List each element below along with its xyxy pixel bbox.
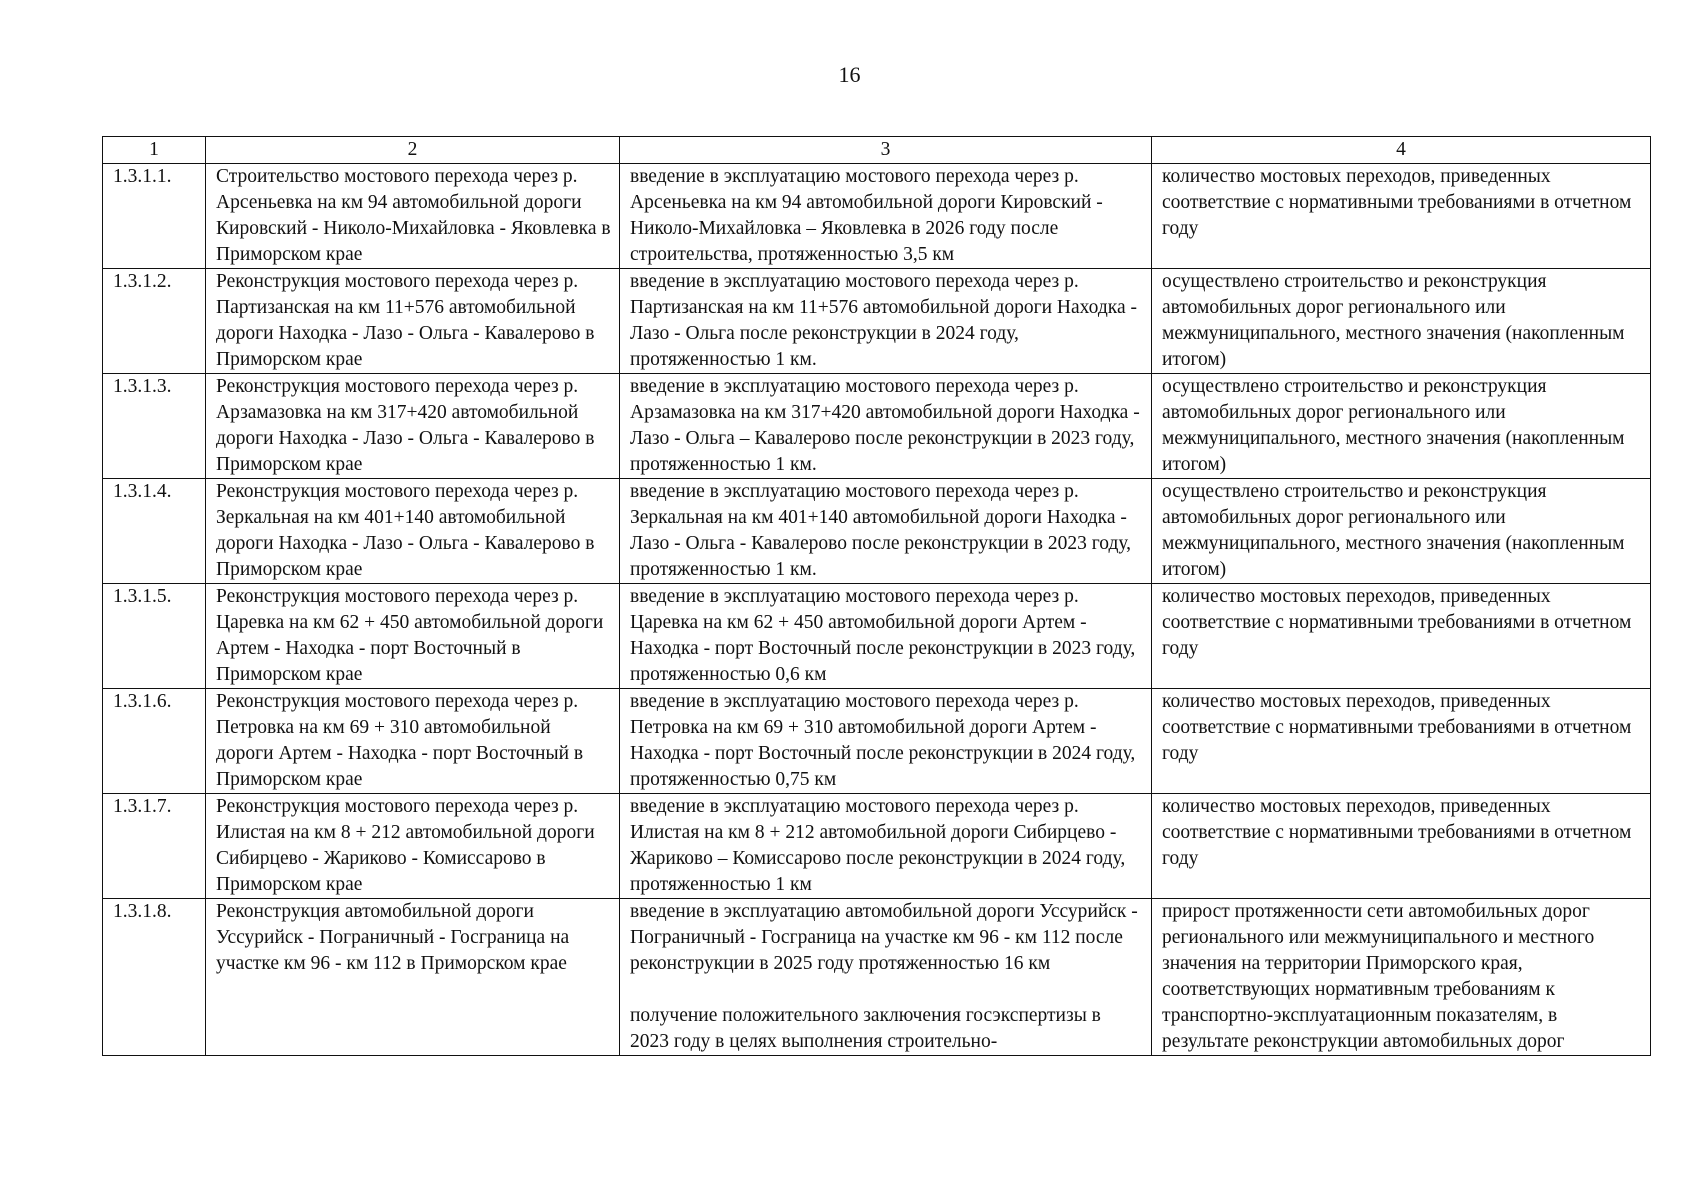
measure-name: Реконструкция мостового перехода через р. Арзамазовка на км 317+420 автомобильной дороги Находка - Лазо - Ольга - Кавалерово в Приморском крае [206, 374, 620, 479]
expected-result [620, 794, 1152, 899]
expected-result [620, 584, 1152, 689]
expected-result [620, 689, 1152, 794]
table-row [103, 374, 1651, 479]
indicator: количество мостовых переходов, приведенных соответствие с нормативными требованиями в отчетном году [1152, 794, 1651, 899]
table-row [103, 689, 1651, 794]
indicator: количество мостовых переходов, приведенных соответствие с нормативными требованиями в отчетном году [1152, 164, 1651, 269]
indicator: количество мостовых переходов, приведенных соответствие с нормативными требованиями в отчетном году [1152, 584, 1651, 689]
column-header: 2 [206, 137, 620, 164]
column-header: 3 [620, 137, 1152, 164]
indicator: прирост протяженности сети автомобильных дорог регионального или межмуниципального и местного значения на территории Приморского края, соответствующих нормативным требованиям к транспортно-эксплуатационным показателям, в результате реконструкции автомобильных дорог [1152, 899, 1651, 1056]
result-text: введение в эксплуатацию автомобильной дороги Уссурийск - Пограничный - Госграница на участке км 96 - км 112 после реконструкции в 2025 году протяженностью 16 км [630, 901, 1138, 974]
indicator: осуществлено строительство и реконструкция автомобильных дорог регионального или межмуниципального, местного значения (накопленным итогом) [1152, 269, 1651, 374]
indicator: осуществлено строительство и реконструкция автомобильных дорог регионального или межмуниципального, местного значения (накопленным итогом) [1152, 479, 1651, 584]
expected-result [620, 164, 1152, 269]
result-text: введение в эксплуатацию мостового перехода через р. Арзамазовка на км 317+420 автомобильной дороги Находка - Лазо - Ольга – Кавалерово после реконструкции в 2023 году, протяженностью 1 км. [630, 376, 1140, 475]
page-number: 16 [838, 62, 861, 87]
row-number: 1.3.1.3. [103, 374, 206, 479]
measure-name: Реконструкция мостового перехода через р. Петровка на км 69 + 310 автомобильной дороги Артем - Находка - порт Восточный в Приморском крае [206, 689, 620, 794]
measure-name: Реконструкция мостового перехода через р. Царевка на км 62 + 450 автомобильной дороги Артем - Находка - порт Восточный в Приморском крае [206, 584, 620, 689]
result-text: введение в эксплуатацию мостового перехода через р. Царевка на км 62 + 450 автомобильной дороги Артем - Находка - порт Восточный после реконструкции в 2023 году, протяженностью 0,6 км [630, 586, 1136, 685]
row-number: 1.3.1.2. [103, 269, 206, 374]
table-row [103, 479, 1651, 584]
row-number: 1.3.1.7. [103, 794, 206, 899]
result-extra-text: получение положительного заключения госэкспертизы в 2023 году в целях выполнения строительно- [630, 1005, 1101, 1052]
table-row [103, 269, 1651, 374]
expected-result [620, 269, 1152, 374]
row-number: 1.3.1.4. [103, 479, 206, 584]
row-number: 1.3.1.8. [103, 899, 206, 1056]
table-row [103, 164, 1651, 269]
expected-result [620, 479, 1152, 584]
result-text: введение в эксплуатацию мостового перехода через р. Партизанская на км 11+576 автомобильной дороги Находка - Лазо - Ольга после реконструкции в 2024 году, протяженностью 1 км. [630, 271, 1137, 370]
expected-result [620, 899, 1152, 1056]
result-text: введение в эксплуатацию мостового перехода через р. Илистая на км 8 + 212 автомобильной дороги Сибирцево - Жариково – Комиссарово после реконструкции в 2024 году, протяженностью 1 км [630, 796, 1126, 895]
result-text: введение в эксплуатацию мостового перехода через р. Арсеньевка на км 94 автомобильной дороги Кировский - Николо-Михайловка – Яковлевка в 2026 году после строительства, протяженностью 3,5 км [630, 166, 1103, 265]
row-number: 1.3.1.6. [103, 689, 206, 794]
result-text: введение в эксплуатацию мостового перехода через р. Зеркальная на км 401+140 автомобильной дороги Находка - Лазо - Ольга - Кавалерово после реконструкции в 2023 году, протяженностью 1 км. [630, 481, 1132, 580]
measure-name: Реконструкция мостового перехода через р. Илистая на км 8 + 212 автомобильной дороги Сибирцево - Жариково - Комиссарово в Приморском крае [206, 794, 620, 899]
measure-name: Реконструкция мостового перехода через р. Зеркальная на км 401+140 автомобильной дороги Находка - Лазо - Ольга - Кавалерово в Приморском крае [206, 479, 620, 584]
indicator: осуществлено строительство и реконструкция автомобильных дорог регионального или межмуниципального, местного значения (накопленным итогом) [1152, 374, 1651, 479]
table-row [103, 899, 1651, 1056]
result-text: введение в эксплуатацию мостового перехода через р. Петровка на км 69 + 310 автомобильной дороги Артем - Находка - порт Восточный после реконструкции в 2024 году, протяженностью 0,75 км [630, 691, 1136, 790]
column-header: 4 [1152, 137, 1651, 164]
expected-result [620, 374, 1152, 479]
measure-name: Реконструкция мостового перехода через р. Партизанская на км 11+576 автомобильной дороги Находка - Лазо - Ольга - Кавалерово в Приморском крае [206, 269, 620, 374]
indicator: количество мостовых переходов, приведенных соответствие с нормативными требованиями в отчетном году [1152, 689, 1651, 794]
row-number: 1.3.1.1. [103, 164, 206, 269]
column-header: 1 [103, 137, 206, 164]
table-row [103, 584, 1651, 689]
table-header-row [103, 137, 1651, 164]
row-number: 1.3.1.5. [103, 584, 206, 689]
measure-name: Строительство мостового перехода через р. Арсеньевка на км 94 автомобильной дороги Кировский - Николо-Михайловка - Яковлевка в Приморском крае [206, 164, 620, 269]
table-row [103, 794, 1651, 899]
measures-table [102, 136, 1651, 1056]
measure-name: Реконструкция автомобильной дороги Уссурийск - Пограничный - Госграница на участке км 96 - км 112 в Приморском крае [206, 899, 620, 1056]
